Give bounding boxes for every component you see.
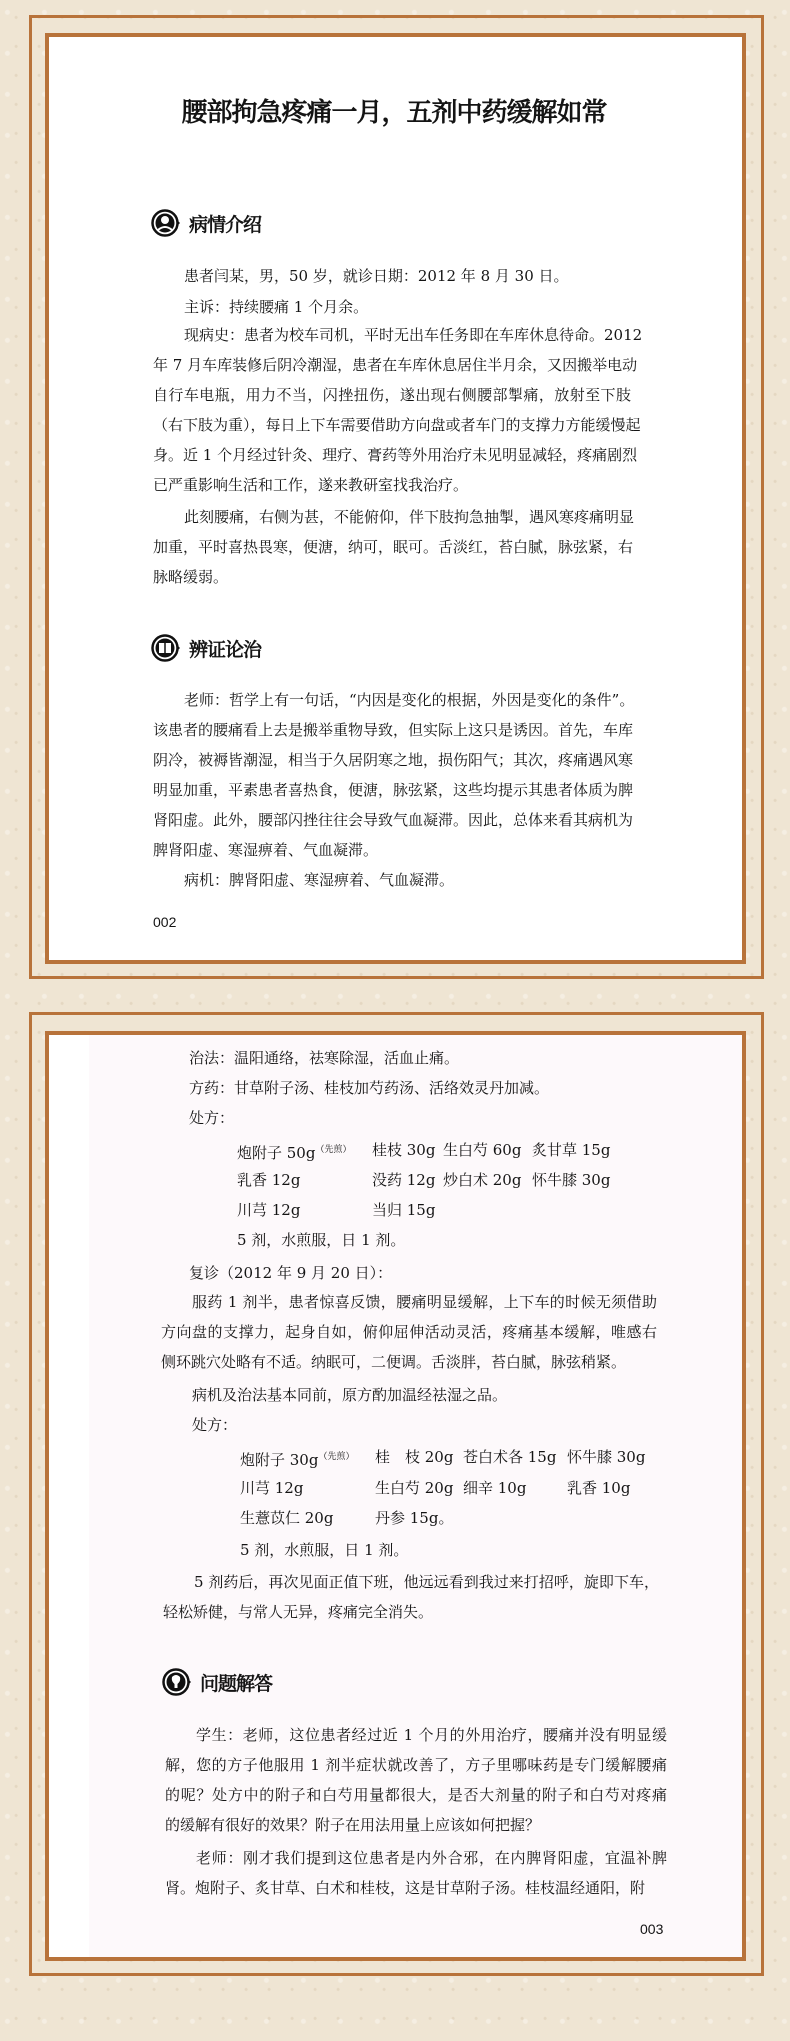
herb: 川芎 12g bbox=[240, 1479, 304, 1497]
section-heading-qa bbox=[162, 1667, 272, 1697]
text-line: 患者闫某，男，50 岁，就诊日期：2012 年 8 月 30 日。 bbox=[184, 267, 569, 285]
text-line: 方药：甘草附子汤、桂枝加芍药汤、活络效灵丹加减。 bbox=[189, 1079, 550, 1097]
text-line: 方向盘的支撑力，起身自如，俯仰屈伸活动灵活，疼痛基本缓解，唯感右 bbox=[161, 1323, 657, 1341]
paragraph bbox=[153, 865, 631, 895]
text-line: 年 7 月车库装修后阴冷潮湿，患者在车库休息居住半月余，又因搬举电动 bbox=[153, 356, 638, 374]
text-line: 5 剂药后，再次见面正值下班，他远远看到我过来打招呼，旋即下车， bbox=[194, 1573, 659, 1591]
text-line: 学生：老师，这位患者经过近 1 个月的外用治疗，腰痛并没有明显缓 bbox=[196, 1726, 667, 1744]
herb: 生薏苡仁 20g bbox=[240, 1509, 334, 1527]
herb bbox=[240, 1442, 354, 1475]
section-heading-case-intro bbox=[151, 208, 261, 238]
section-title: 辨证论治 bbox=[189, 638, 262, 661]
text-line: 加重，平时喜热畏寒，便溏，纳可，眠可。舌淡红，苔白腻，脉弦紧，右 bbox=[153, 538, 634, 556]
herb: 怀牛膝 30g bbox=[567, 1448, 646, 1466]
text-line: 病机：脾肾阳虚、寒湿痹着、气血凝滞。 bbox=[184, 871, 455, 889]
herb bbox=[237, 1135, 351, 1168]
paragraph bbox=[153, 320, 643, 500]
text-line: 的呢？处方中的附子和白芍用量都很大，是否大剂量的附子和白芍对疼痛 bbox=[165, 1786, 667, 1804]
text-line: 轻松矫健，与常人无异，疼痛完全消失。 bbox=[163, 1603, 434, 1621]
herb-name: 炮附子 30g bbox=[240, 1451, 319, 1469]
paragraph bbox=[165, 1843, 667, 1903]
herb-note: （先煎） bbox=[315, 1145, 352, 1155]
text-line: 此刻腰痛，右侧为甚，不能俯仰，伴下肢拘急抽掣，遇风寒疼痛明显 bbox=[184, 508, 635, 526]
paragraph bbox=[158, 1258, 657, 1288]
text-line: 该患者的腰痛看上去是搬举重物导致，但实际上这只是诱因。首先，车库 bbox=[153, 721, 634, 739]
page-number: 003 bbox=[640, 1921, 664, 1937]
doctor-icon bbox=[151, 208, 181, 238]
paragraph bbox=[158, 1103, 657, 1133]
text-line: 侧环跳穴处略有不适。纳眠可，二便调。舌淡胖，苔白腻，脉弦稍紧。 bbox=[161, 1353, 627, 1371]
book-icon bbox=[151, 633, 181, 663]
text-line: 复诊（2012 年 9 月 20 日）： bbox=[189, 1264, 393, 1282]
paragraph bbox=[158, 1073, 657, 1103]
section-heading-differentiation bbox=[151, 633, 261, 663]
paragraph bbox=[153, 685, 635, 865]
herb-note: （先煎） bbox=[318, 1452, 355, 1462]
paragraph bbox=[153, 261, 631, 291]
text-line: 解，您的方子他服用 1 剂半症状就改善了，方子里哪味药是专门缓解腰痛 bbox=[165, 1756, 667, 1774]
text-line: 处方： bbox=[189, 1109, 235, 1127]
herb: 丹参 15g。 bbox=[375, 1509, 454, 1527]
herb: 川芎 12g bbox=[237, 1201, 301, 1219]
text-line: 肾。炮附子、炙甘草、白术和桂枝，这是甘草附子汤。桂枝温经通阳，附 bbox=[165, 1879, 646, 1897]
text-line: 肾阳虚。此外，腰部闪挫往往会导致气血凝滞。因此，总体来看其病机为 bbox=[153, 811, 634, 829]
paragraph bbox=[153, 502, 635, 592]
text-line: 身。近 1 个月经过针灸、理疗、膏药等外用治疗未见明显减轻，疼痛剧烈 bbox=[153, 446, 638, 464]
text-line: 主诉：持续腰痛 1 个月余。 bbox=[184, 298, 369, 316]
text-line: 病机及治法基本同前，原方酌加温经祛湿之品。 bbox=[192, 1386, 508, 1404]
text-line: 脉略缓弱。 bbox=[153, 568, 229, 586]
herb: 细辛 10g bbox=[463, 1479, 527, 1497]
section-title: 病情介绍 bbox=[189, 213, 262, 236]
herb: 桂枝 30g bbox=[372, 1141, 436, 1159]
herb: 桂 枝 20g bbox=[375, 1448, 454, 1466]
text-line: 已严重影响生活和工作，遂来教研室找我治疗。 bbox=[153, 476, 469, 494]
paragraph bbox=[163, 1567, 659, 1627]
herb: 没药 12g bbox=[372, 1171, 436, 1189]
page-number: 002 bbox=[153, 914, 177, 930]
paragraph bbox=[161, 1380, 657, 1410]
herb: 生白芍 20g bbox=[375, 1479, 454, 1497]
paragraph bbox=[161, 1287, 657, 1377]
herb: 炙甘草 15g bbox=[532, 1141, 611, 1159]
paragraph bbox=[165, 1720, 667, 1840]
herb: 生白芍 60g bbox=[443, 1141, 522, 1159]
paragraph bbox=[161, 1410, 657, 1440]
text-line: （右下肢为重），每日上下车需要借助方向盘或者车门的支撑力方能缓慢起 bbox=[153, 416, 641, 434]
text-line: 自行车电瓶，用力不当，闪挫扭伤，遂出现右侧腰部掣痛，放射至下肢 bbox=[153, 386, 631, 404]
herb: 乳香 10g bbox=[567, 1479, 631, 1497]
text-line: 老师：刚才我们提到这位患者是内外合邪，在内脾肾阳虚，宜温补脾 bbox=[196, 1849, 667, 1867]
section-title: 问题解答 bbox=[200, 1672, 273, 1695]
text-line: 老师：哲学上有一句话，“内因是变化的根据，外因是变化的条件”。 bbox=[184, 691, 635, 709]
usage-instructions: 5 剂，水煎服，日 1 剂。 bbox=[240, 1541, 409, 1559]
herb: 苍白术各 15g bbox=[463, 1448, 557, 1466]
text-line: 的缓解有很好的效果？附子在用法用量上应该如何把握？ bbox=[165, 1816, 541, 1834]
paragraph bbox=[153, 292, 631, 322]
herb: 乳香 12g bbox=[237, 1171, 301, 1189]
lightbulb-icon bbox=[162, 1667, 192, 1697]
herb-name: 炮附子 50g bbox=[237, 1144, 316, 1162]
text-line: 阴冷，被褥皆潮湿，相当于久居阴寒之地，损伤阳气；其次，疼痛遇风寒 bbox=[153, 751, 634, 769]
page-title: 腰部拘急疼痛一月，五剂中药缓解如常 bbox=[181, 98, 607, 128]
text-line: 明显加重，平素患者喜热食，便溏，脉弦紧，这些均提示其患者体质为脾 bbox=[153, 781, 634, 799]
paragraph bbox=[158, 1043, 657, 1073]
text-line: 现病史：患者为校车司机，平时无出车任务即在车库休息待命。2012 bbox=[184, 326, 643, 344]
herb: 怀牛膝 30g bbox=[532, 1171, 611, 1189]
text-line: 服药 1 剂半，患者惊喜反馈，腰痛明显缓解，上下车的时候无须借助 bbox=[192, 1293, 657, 1311]
text-line: 治法：温阳通络，祛寒除湿，活血止痛。 bbox=[189, 1049, 460, 1067]
herb: 当归 15g bbox=[372, 1201, 436, 1219]
text-line: 脾肾阳虚、寒湿痹着、气血凝滞。 bbox=[153, 841, 379, 859]
herb: 炒白术 20g bbox=[443, 1171, 522, 1189]
text-line: 处方： bbox=[192, 1416, 238, 1434]
usage-instructions: 5 剂，水煎服，日 1 剂。 bbox=[237, 1231, 406, 1249]
